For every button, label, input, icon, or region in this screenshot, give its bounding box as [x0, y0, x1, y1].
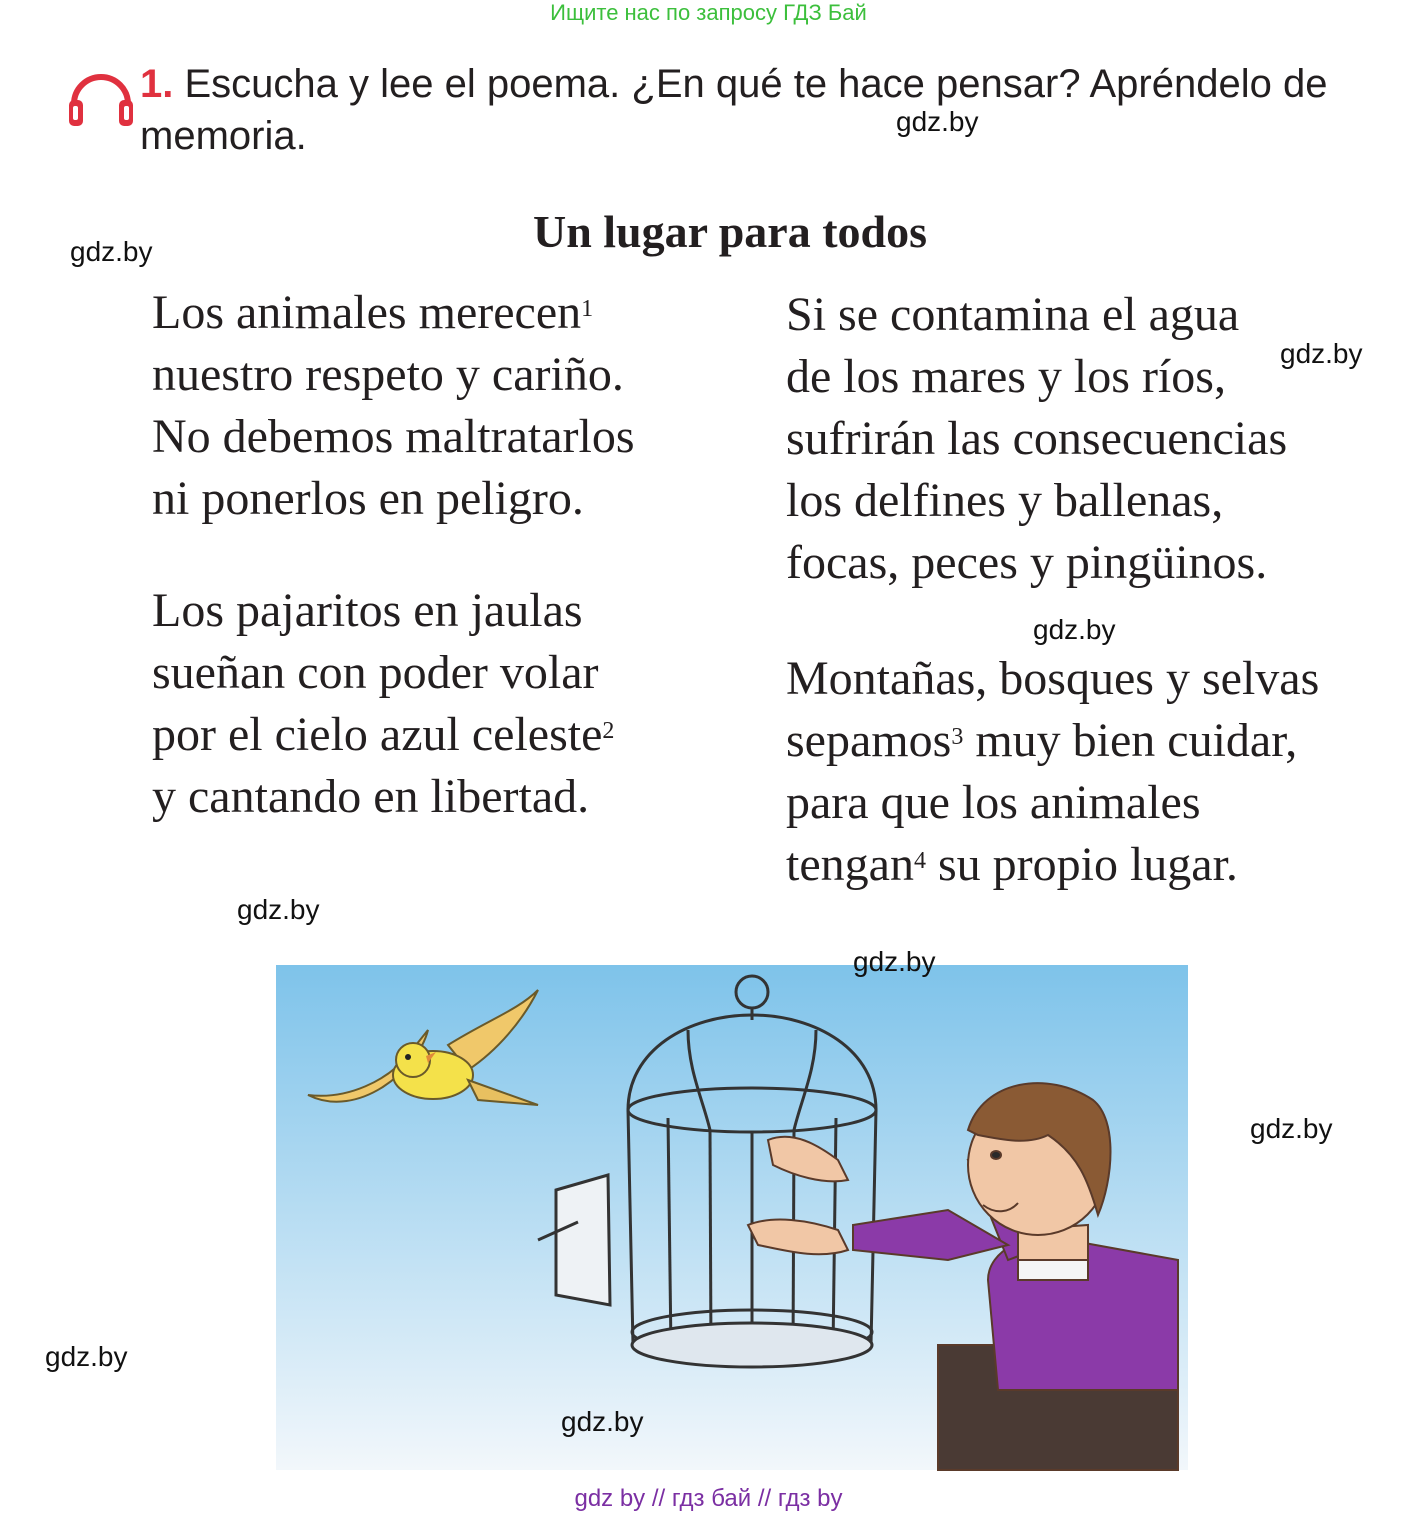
watermark: gdz.by	[853, 946, 936, 977]
poem-line: ni ponerlos en peligro.	[152, 472, 584, 525]
poem-stanza-2	[152, 580, 614, 828]
task-instruction	[140, 58, 1400, 162]
footnote-marker: 3	[951, 724, 964, 750]
poem-line: los delfines y ballenas,	[786, 474, 1224, 527]
poem-stanza-4	[786, 648, 1319, 896]
watermark: gdz.by	[237, 894, 320, 925]
poem-line: para que los animales	[786, 776, 1201, 829]
poem-line: sepamos$^3$ muy bien cuidar,	[786, 714, 1298, 767]
poem-line: sueñan con poder volar	[152, 646, 599, 699]
watermark: gdz.by	[1250, 1113, 1333, 1144]
watermark: gdz.by	[561, 1406, 644, 1437]
poem-title: Un lugar para todos	[532, 206, 928, 257]
footnote-marker: 1	[581, 296, 594, 322]
poem-stanza-3	[786, 284, 1287, 594]
poem-line: Montañas, bosques y selvas	[786, 652, 1320, 705]
footer-links[interactable]: gdz by // гдз бай // гдз by	[574, 1485, 843, 1512]
task-text: Escucha y lee el poema. ¿En qué te hace pensar? Apréndelo de memoria.	[140, 62, 1328, 158]
poem-line: Los pajaritos en jaulas	[152, 584, 583, 637]
poem-line: No debemos maltratarlos	[152, 410, 635, 463]
poem-line: focas, peces y pingüinos.	[786, 536, 1268, 589]
poem-line: de los mares y los ríos,	[786, 350, 1226, 403]
headphones-icon[interactable]	[66, 64, 136, 130]
footnote-marker: 2	[602, 718, 615, 744]
illustration-boy-freeing-bird	[248, 960, 1214, 1472]
watermark: gdz.by	[1033, 614, 1116, 645]
poem-line: tengan$^4$ su propio lugar.	[786, 838, 1238, 891]
poem-line: nuestro respeto y cariño.	[152, 348, 624, 401]
task-number: 1.	[140, 62, 174, 106]
poem-stanza-1	[152, 282, 635, 530]
watermark: gdz.by	[896, 106, 979, 137]
header-link[interactable]: Ищите нас по запросу ГДЗ Бай	[550, 0, 867, 25]
watermark: gdz.by	[1280, 338, 1363, 369]
footnote-marker: 4	[913, 848, 926, 874]
poem-line: por el cielo azul celeste$^2$	[152, 708, 615, 761]
poem-line: sufrirán las consecuencias	[786, 412, 1288, 465]
poem-line: y cantando en libertad.	[152, 770, 590, 823]
watermark: gdz.by	[45, 1341, 128, 1372]
watermark: gdz.by	[70, 236, 153, 267]
poem-line: Si se contamina el agua	[786, 288, 1240, 341]
poem-line: Los animales merecen$^1$	[152, 286, 594, 339]
